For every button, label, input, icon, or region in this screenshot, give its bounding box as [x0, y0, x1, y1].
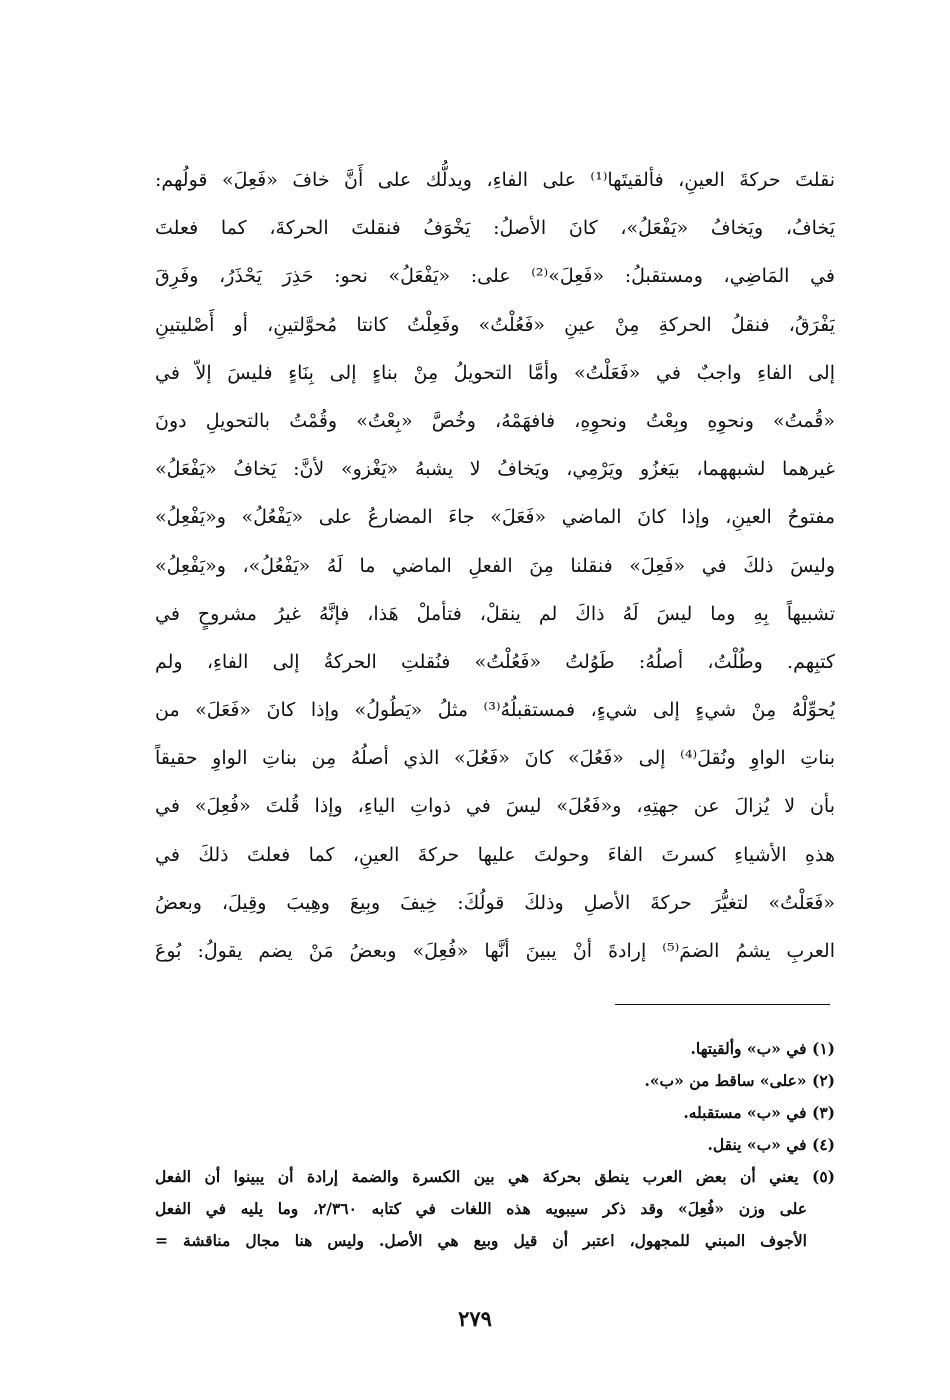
- text-line: غيرهما لشبههما، بيَغزُو ويَرْمِي، ويَخافُ لا يشبهُ «يَغْزو» لأنَّ: يَخافُ «يَفْعَلُ»: [155, 458, 835, 481]
- footnote-5-line: (٥) يعني أن بعض العرب ينطق بحركة هي بين الكسرة والضمة إرادة أن يبينوا أن الفعل: [155, 1167, 835, 1186]
- footnote-5: [155, 1161, 835, 1257]
- text-line: مفتوحُ العينِ، وإذا كانَ الماضي «فَعَلَ» جاءَ المضارعُ على «يَفْعُلُ» و«يَفْعِلُ»: [155, 506, 835, 529]
- footnote-separator: [615, 1004, 830, 1005]
- text-line: إلى الفاءِ واجبٌ في «فَعَلْتُ» وأمَّا التحويلُ مِنْ بناءٍ إلى بِنَاءٍ فليسَ إلاّ في: [155, 361, 835, 384]
- text-line: يُحوِّلْهُ مِنْ شيءٍ إلى شيءٍ، فمستقبلُهُ⁽³⁾ مثلُ «يَطُولُ» وإذا كانَ «فَعَلَ» من: [155, 699, 835, 722]
- text-line: «قُمتُ» ونحوِهِ وبِعْتُ ونحوِهِ، فافهَمْهُ، وخُصَّ «بِعْتُ» وقُمْتُ بالتحويلِ دونَ: [155, 409, 835, 432]
- footnote-3: (٣) في «ب» مستقبله.: [683, 1103, 835, 1122]
- footnotes-section: [155, 1033, 835, 1257]
- footnote-1: (١) في «ب» وألقيتها.: [690, 1039, 835, 1058]
- text-line: بناتِ الواوِ ونُقلَ⁽⁴⁾ إلى «فَعُلَ» كانَ «فَعُلَ» الذي أصلُهُ مِن بناتِ الواوِ حقيقاً: [155, 747, 835, 770]
- footnote-5-line: الأجوف المبني للمجهول، اعتبر أن قيل وبيع هي الأصل. وليس هنا مجال مناقشة =: [155, 1231, 807, 1250]
- text-line: «فَعَلْتُ» لتغيُّرَ حركةَ الأصلِ وذلكَ قولُكَ: خِيفَ وبِيعَ وهِيبَ وقِيلَ، وبعضُ: [155, 891, 835, 914]
- footnote-4: (٤) في «ب» ينقل.: [707, 1135, 835, 1154]
- text-line: تشبيهاً بِهِ وما ليسَ لَهُ ذاكَ لم ينقلْ، فتأملْ هَذا، فإنَّهُ غيرُ مشروحٍ في: [155, 602, 835, 625]
- text-line: هذهِ الأشياءِ كسرتَ الفاءَ وحولتَ عليها حركةَ العينِ، كما فعلتَ ذلكَ في: [155, 843, 835, 866]
- text-line: يَخافُ، ويَخافُ «يَفْعَلُ»، كانَ الأصلُ: يَخْوَفُ فنقلتَ الحركةَ، كما فعلتَ: [155, 217, 835, 240]
- text-line: يَفْرَقُ، فنقلُ الحركةِ مِنْ عينِ «فَعُلْتُ» وفَعِلْتُ كانتا مُحوَّلتينِ، أو أَصْليتينِ: [155, 313, 835, 336]
- footnote-5-line: على وزن «فُعِلَ» وقد ذكر سيبويه هذه اللغات في كتابه ٢/٣٦٠، وما يليه في الفعل: [155, 1199, 807, 1218]
- main-text-body: [155, 156, 835, 975]
- text-line: في المَاضِي، ومستقبلُ: «فَعِلَ»⁽²⁾ على: «يَفْعَلُ» نحو: حَذِرَ يَحْذَرُ، وفَرِقَ: [155, 265, 835, 288]
- page-number: ٢٧٩: [458, 1306, 492, 1331]
- text-line: نقلتَ حركةَ العينِ، فألقيتَها⁽¹⁾ على الفاءِ، ويدلُّك على أَنَّ خافَ «فَعِلَ» قولُهم:: [155, 169, 835, 191]
- footnote-2: (٢) «على» ساقط من «ب».: [644, 1071, 835, 1090]
- text-line: العربِ يشمُ الضمَ⁽⁵⁾ إرادةَ أنْ يبينَ أنَّها «فُعِلَ» وبعضُ مَنْ يضم يقولُ: بُوعَ: [155, 940, 835, 962]
- text-line: بأن لا يُزالَ عن جهتِهِ، و«فَعُلَ» ليسَ في ذواتِ الياءِ، وإذا قُلتَ «فُعِلَ» في: [155, 795, 835, 818]
- text-line: كتبِهم. وطُلْتُ، أصلُهُ: طَوُلتُ «فَعُلْتُ» فنُقلتِ الحركةُ إلى الفاءِ، ولم: [155, 650, 835, 673]
- text-line: وليسَ ذلكَ في «فَعِلَ» فنقلنا مِنَ الفعلِ الماضي ما لَهُ «يَفْعُلُ»، و«يَفْعِلُ»: [155, 554, 835, 577]
